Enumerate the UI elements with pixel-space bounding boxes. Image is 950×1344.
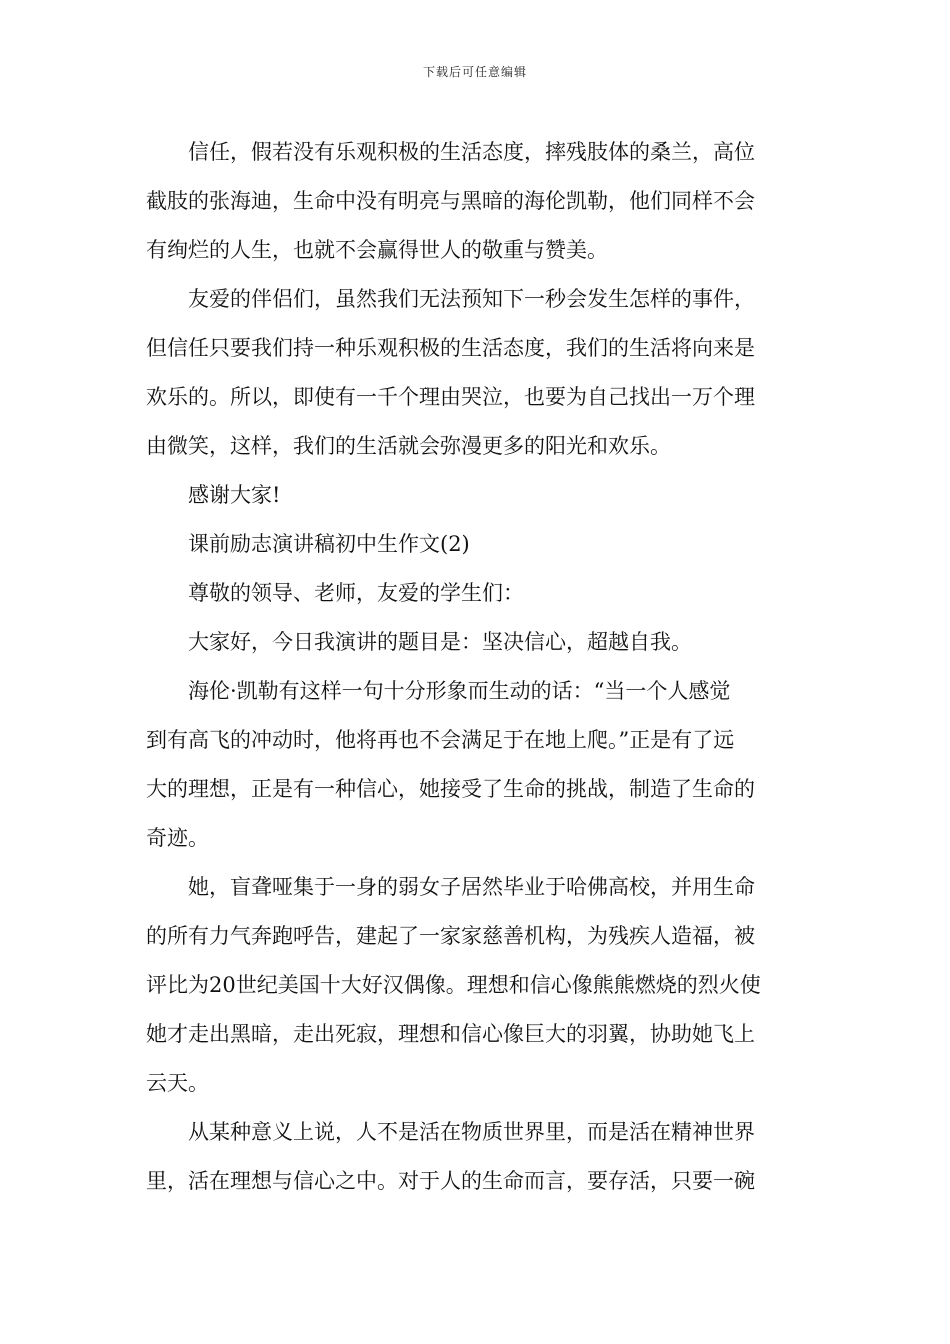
text-line: 的所有力气奔跑呼告，建起了一家家慈善机构，为残疾人造福，被 [146,924,755,948]
text-line: 云天。 [146,1071,209,1095]
text-line: 从某种意义上说，人不是活在物质世界里，而是活在精神世界 [188,1120,755,1144]
paragraph [146,275,806,471]
text-line: 有绚烂的人生，也就不会赢得世人的敬重与赞美。 [146,238,608,262]
text-line: 海伦·凯勒有这样一句十分形象而生动的话：“当一个人感觉 [188,679,731,703]
text-line: 由微笑，这样，我们的生活就会弥漫更多的阳光和欢乐。 [146,434,671,458]
text-line: 她才走出黑暗，走出死寂，理想和信心像巨大的羽翼，协助她飞上 [146,1022,755,1046]
text-line: 奇迹。 [146,826,209,850]
paragraph [146,1108,806,1206]
section-title [146,520,806,569]
text-line: 大的理想，正是有一种信心，她接受了生命的挑战，制造了生命的 [146,777,755,801]
text-line: 友爱的伴侣们，虽然我们无法预知下一秒会发生怎样的事件， [188,287,755,311]
text-line: 信任，假若没有乐观积极的生活态度，摔残肢体的桑兰，高位 [188,140,755,164]
text-line: 她，盲聋哑集于一身的弱女子居然毕业于哈佛高校，并用生命 [188,875,755,899]
paragraph [146,667,806,863]
paragraph [146,863,806,1108]
text-line: 课前励志演讲稿初中生作文(2) [188,532,470,556]
text-line: 到有高飞的冲动时，他将再也不会满足于在地上爬。”正是有了远 [146,728,735,752]
text-line: 尊敬的领导、老师，友爱的学生们： [188,581,524,605]
text-line: 感谢大家! [188,483,281,507]
salutation [146,569,806,618]
paragraph [146,471,806,520]
text-line: 截肢的张海迪，生命中没有明亮与黑暗的海伦凯勒，他们同样不会 [146,189,755,213]
text-line: 里，活在理想与信心之中。对于人的生命而言，要存活，只要一碗 [146,1169,755,1193]
page-header: 下载后可任意编辑 [422,65,527,79]
document-body [146,128,806,1206]
text-line: 但信任只要我们持一种乐观积极的生活态度，我们的生活将向来是 [146,336,755,360]
text-line: 欢乐的。所以，即使有一千个理由哭泣，也要为自己找出一万个理 [146,385,755,409]
paragraph [146,618,806,667]
paragraph [146,128,806,275]
text-line: 大家好，今日我演讲的题目是：坚决信心，超越自我。 [188,630,692,654]
text-line: 评比为20世纪美国十大好汉偶像。理想和信心像熊熊燃烧的烈火使 [146,973,761,997]
